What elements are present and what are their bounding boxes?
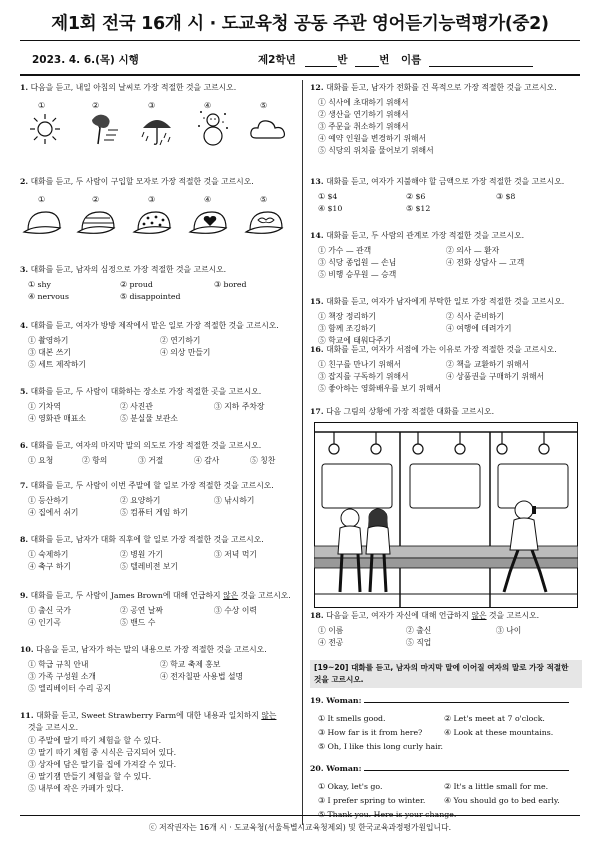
subheader-rule [20, 74, 580, 76]
q-num: 12. [310, 83, 324, 92]
q-num: 11. [20, 711, 34, 720]
q-num: 8. [20, 535, 29, 544]
logo-cap-icon[interactable] [244, 208, 288, 238]
title-rule [20, 40, 580, 41]
option[interactable]: ① 숙제하기 [28, 550, 69, 559]
student-info [258, 52, 533, 67]
striped-cap-icon[interactable] [76, 208, 120, 238]
option[interactable]: ⑤ 내부에 작은 카페가 있다. [28, 784, 124, 793]
option[interactable]: ④ 딸기잼 만들기 체험을 할 수 있다. [28, 772, 152, 781]
option[interactable]: ④ 전화 상담사 — 고객 [446, 258, 525, 267]
option[interactable]: ① Okay, let's go. [318, 782, 383, 791]
q-num: 9. [20, 591, 29, 600]
option[interactable]: ② 딸기 따기 체험 중 시식은 금지되어 있다. [28, 748, 177, 757]
q-stem: 다음 그림의 상황에 가장 적절한 대화를 고르시오. [326, 407, 495, 416]
option[interactable]: ④ Look at these mountains. [444, 728, 554, 737]
q-stem: 다음을 듣고, 내일 아침의 날씨로 가장 적절한 것을 고르시오. [30, 83, 237, 92]
q-num: 17. [310, 407, 324, 416]
option[interactable]: ④ 상품권을 구매하기 위해서 [446, 372, 545, 381]
heart-cap-icon[interactable] [188, 208, 232, 238]
option[interactable]: ④ 집에서 쉬기 [28, 508, 79, 517]
option[interactable]: ① It smells good. [318, 714, 386, 723]
option[interactable]: ② 출신 [406, 626, 432, 635]
subway-scene-illustration [314, 422, 578, 608]
q-stem: 대화를 듣고, 여자의 마지막 말의 의도로 가장 적절한 것을 고르시오. [30, 441, 262, 450]
option[interactable]: ② 학교 축제 홍보 [160, 660, 221, 669]
plain-cap-icon[interactable] [22, 208, 66, 238]
q-stem: 대화를 듣고, 여자가 서점에 가는 이유로 가장 적절한 것을 고르시오. [326, 345, 557, 354]
q-num: 19. [310, 696, 324, 705]
option[interactable]: ⑤ 학교에 태워다주기 [318, 336, 392, 345]
q-num: 4. [20, 321, 29, 330]
q-num: 14. [310, 231, 324, 240]
column-divider [302, 80, 303, 825]
option[interactable]: ③ 거절 [138, 456, 164, 465]
option[interactable]: ⑤ 칭찬 [250, 456, 276, 465]
q-num: 3. [20, 265, 29, 274]
speaker-label: Woman: [326, 696, 362, 705]
option[interactable]: ③ How far is it from here? [318, 728, 423, 737]
q-stem: 대화를 듣고, 남자가 대화 직후에 할 일로 가장 적절한 것을 고르시오. [30, 535, 264, 544]
question-5 [20, 386, 295, 425]
option-label: ① [38, 195, 46, 204]
q-stem-a: 대화를 듣고, 두 사람이 James Brown에 대해 언급하지 [30, 591, 224, 600]
option[interactable]: ② It's a little small for me. [444, 782, 549, 791]
class-blank[interactable] [305, 66, 337, 67]
exam-title: 제1회 전국 16개 시 · 도교육청 공동 주관 영어듣기능력평가(중2) [51, 14, 549, 34]
option[interactable]: ② 식사 준비하기 [446, 312, 504, 321]
q-stem-a: 대화를 듣고, Sweet Strawberry Farm에 대한 내용과 일치하지 [36, 711, 262, 720]
q-num: 13. [310, 177, 324, 186]
option-label: ③ [148, 101, 156, 110]
q-stem-a: 다음을 듣고, 여자가 자신에 대해 언급하지 [326, 611, 472, 620]
answer-line[interactable] [364, 760, 569, 771]
q-stem-b: 것을 고르시오. [238, 591, 291, 600]
option[interactable]: ① $4 [318, 192, 338, 201]
option[interactable]: ② 사진관 [120, 402, 153, 411]
option[interactable]: ③ 수상 이력 [214, 606, 257, 615]
option-label: ④ [204, 101, 212, 110]
q-num: 15. [310, 297, 324, 306]
q-stem: 대화를 듣고, 두 사람의 관계로 가장 적절한 것을 고르시오. [326, 231, 525, 240]
q-stem: 대화를 듣고, 두 사람이 대화하는 장소로 가장 적절한 곳을 고르시오. [30, 387, 262, 396]
q-num: 18. [310, 611, 324, 620]
name-label: 이름 [401, 54, 422, 66]
option[interactable]: ⑤ Oh, I like this long curly hair. [318, 742, 444, 751]
option[interactable]: ④ 전공 [318, 638, 344, 647]
option[interactable]: ④ 감사 [194, 456, 220, 465]
option[interactable]: ③ $8 [496, 192, 516, 201]
option[interactable]: ③ 지하 주차장 [214, 402, 265, 411]
option[interactable]: ④ 인기곡 [28, 618, 61, 627]
option[interactable]: ④ 영화관 매표소 [28, 414, 86, 423]
cloud-icon[interactable] [248, 116, 288, 144]
q-stem: 대화를 듣고, 두 사람이 구입할 모자로 가장 적절한 것을 고르시오. [30, 177, 254, 186]
option[interactable]: ④ 여행에 데려가기 [446, 324, 512, 333]
answer-line[interactable] [364, 692, 569, 703]
q-stem-b: 것을 고르시오. [486, 611, 540, 620]
q-num: 5. [20, 387, 29, 396]
exam-date: 2023. 4. 6.(목) 시행 [32, 54, 139, 66]
question-8 [20, 534, 295, 573]
option[interactable]: ⑤ 비행 승무원 — 승객 [318, 270, 397, 279]
q-num: 1. [20, 83, 29, 92]
class-label: 반 [337, 54, 348, 66]
option[interactable]: ① 책장 정리하기 [318, 312, 376, 321]
option[interactable]: ① 기차역 [28, 402, 61, 411]
question-4 [20, 320, 295, 371]
name-blank[interactable] [429, 66, 533, 67]
option[interactable]: ② 항의 [82, 456, 108, 465]
option[interactable]: ① shy [28, 280, 51, 289]
option[interactable]: ① 요청 [28, 456, 54, 465]
option[interactable]: ② 생산을 연기하기 위해서 [318, 110, 409, 119]
q-stem: 대화를 듣고, 여자가 남자에게 부탁한 일로 가장 적절한 것을 고르시오. [326, 297, 565, 306]
option[interactable]: ④ 축구 하기 [28, 562, 71, 571]
question-18 [310, 610, 582, 649]
option[interactable]: ③ I prefer spring to winter. [318, 796, 426, 805]
q-stem-underline: 않는 [261, 711, 277, 720]
option[interactable]: ③ 낚시하기 [214, 496, 255, 505]
q-num: 6. [20, 441, 29, 450]
option[interactable]: ④ 전자칠판 사용법 설명 [160, 672, 244, 681]
option[interactable]: ④ 예약 인원을 변경하기 위해서 [318, 134, 427, 143]
q-stem-underline: 않은 [471, 611, 487, 620]
option-label: ② [92, 101, 100, 110]
option-label: ② [92, 195, 100, 204]
q-num: 10. [20, 645, 34, 654]
question-15 [310, 296, 582, 347]
question-1 [20, 82, 295, 146]
question-10 [20, 644, 295, 695]
option[interactable]: ③ 잡지를 구독하기 위해서 [318, 372, 409, 381]
option[interactable]: ③ 주문을 취소하기 위해서 [318, 122, 409, 131]
option[interactable]: ① 등산하기 [28, 496, 69, 505]
question-19 [310, 692, 582, 753]
option[interactable]: ② 공연 날짜 [120, 606, 163, 615]
option-label: ⑤ [260, 195, 268, 204]
option[interactable]: ④ 의상 만들기 [160, 348, 211, 357]
q-num: 20. [310, 764, 324, 773]
option[interactable]: ⑤ 식당의 위치를 물어보기 위해서 [318, 146, 434, 155]
option[interactable]: ① 학급 규칙 안내 [28, 660, 89, 669]
option[interactable]: ③ bored [214, 280, 247, 289]
q-stem: 다음을 듣고, 남자가 하는 말의 내용으로 가장 적절한 것을 고르시오. [36, 645, 267, 654]
question-11 [20, 710, 295, 795]
option[interactable]: ② 요양하기 [120, 496, 161, 505]
q-stem: 대화를 듣고, 두 사람이 이번 주말에 할 일로 가장 적절한 것을 고르시오. [30, 481, 274, 490]
option[interactable]: ⑤ 컴퓨터 게임 하기 [120, 508, 188, 517]
option[interactable]: ⑤ 좋아하는 영화배우를 보기 위해서 [318, 384, 442, 393]
section-19-20-instructions: [19~20] 대화를 듣고, 남자의 마지막 말에 이어질 여자의 말로 가장 적절한 것을 고르시오. [310, 660, 582, 688]
option[interactable]: ⑤ disappointed [120, 292, 181, 301]
option[interactable]: ① 이름 [318, 626, 344, 635]
question-14 [310, 230, 582, 281]
option[interactable]: ⑤ 엘리베이터 수리 공지 [28, 684, 112, 693]
option-label: ⑤ [260, 101, 268, 110]
option[interactable]: ③ 가족 구성원 소개 [28, 672, 96, 681]
grade-label: 제2학년 [258, 54, 296, 66]
option[interactable]: ⑤ 밴드 수 [120, 618, 156, 627]
q-stem: 대화를 듣고, 남자가 전화를 건 목적으로 가장 적절한 것을 고르시오. [326, 83, 557, 92]
option-label: ① [38, 101, 46, 110]
q1-weather-options [20, 100, 295, 146]
option[interactable]: ① 출신 국가 [28, 606, 71, 615]
question-2 [20, 176, 295, 240]
question-9 [20, 590, 295, 629]
option[interactable]: ⑤ 분실물 보관소 [120, 414, 178, 423]
option[interactable]: ② proud [120, 280, 153, 289]
number-label: 번 [379, 54, 390, 66]
option[interactable]: ① 가수 — 관객 [318, 246, 372, 255]
q-stem-2: 것을 고르시오. [28, 723, 79, 732]
q-num: 7. [20, 481, 29, 490]
option[interactable]: ⑤ Thank you. Here is your change. [318, 810, 457, 819]
question-17 [310, 406, 582, 418]
q-num: 2. [20, 177, 29, 186]
option[interactable]: ② 의사 — 환자 [446, 246, 500, 255]
option[interactable]: ③ 함께 조깅하기 [318, 324, 376, 333]
question-7 [20, 480, 295, 519]
question-6 [20, 440, 295, 467]
wind-icon[interactable] [82, 110, 120, 148]
option[interactable]: ② $6 [406, 192, 426, 201]
copyright-footer: ⓒ 저작권자는 16개 시 · 도교육청(서울특별시교육청제외) 및 한국교육과정평가원입니다. [148, 823, 452, 832]
option[interactable]: ④ $10 [318, 204, 343, 213]
option[interactable]: ② 병원 가기 [120, 550, 163, 559]
q2-cap-options [20, 194, 295, 240]
option[interactable]: ④ nervous [28, 292, 69, 301]
question-12 [310, 82, 582, 157]
option[interactable]: ① 주말에 딸기 따기 체험을 할 수 있다. [28, 736, 162, 745]
speaker-label: Woman: [326, 764, 362, 773]
option[interactable]: ③ 대본 쓰기 [28, 348, 71, 357]
option[interactable]: ⑤ 직업 [406, 638, 432, 647]
q-num: 16. [310, 345, 324, 354]
question-16 [310, 344, 582, 395]
option-label: ④ [204, 195, 212, 204]
option[interactable]: ⑤ $12 [406, 204, 431, 213]
dotted-cap-icon[interactable] [132, 208, 176, 238]
option[interactable]: ④ You should go to bed early. [444, 796, 560, 805]
question-3 [20, 264, 295, 303]
number-blank[interactable] [355, 66, 379, 67]
option-label: ③ [148, 195, 156, 204]
option[interactable]: ② 책을 교환하기 위해서 [446, 360, 530, 369]
snowman-icon[interactable] [196, 108, 230, 148]
option[interactable]: ③ 나이 [496, 626, 522, 635]
option[interactable]: ③ 식당 종업원 — 손님 [318, 258, 397, 267]
option[interactable]: ② 연기하기 [160, 336, 201, 345]
option[interactable]: ② Let's meet at 7 o'clock. [444, 714, 545, 723]
q-stem: 대화를 듣고, 여자가 지불해야 할 금액으로 가장 적절한 것을 고르시오. [326, 177, 565, 186]
question-20 [310, 760, 582, 821]
option[interactable]: ⑤ 세트 제작하기 [28, 360, 86, 369]
q-stem: 대화를 듣고, 여자가 방방 제작에서 맡은 일로 가장 적절한 것을 고르시오. [30, 321, 279, 330]
option[interactable]: ③ 상자에 담은 딸기를 집에 가져갈 수 있다. [28, 760, 177, 769]
footer-rule [20, 815, 580, 816]
option[interactable]: ③ 저녁 먹기 [214, 550, 257, 559]
sun-icon[interactable] [28, 112, 62, 146]
question-13 [310, 176, 582, 215]
option[interactable]: ⑤ 텔레비전 보기 [120, 562, 178, 571]
umbrella-rain-icon[interactable] [138, 110, 176, 148]
option[interactable]: ① 식사에 초대하기 위해서 [318, 98, 409, 107]
option[interactable]: ① 촬영하기 [28, 336, 69, 345]
q-stem: 대화를 듣고, 남자의 심정으로 가장 적절한 것을 고르시오. [30, 265, 227, 274]
option[interactable]: ① 친구를 만나기 위해서 [318, 360, 402, 369]
q-stem-underline: 않은 [223, 591, 239, 600]
